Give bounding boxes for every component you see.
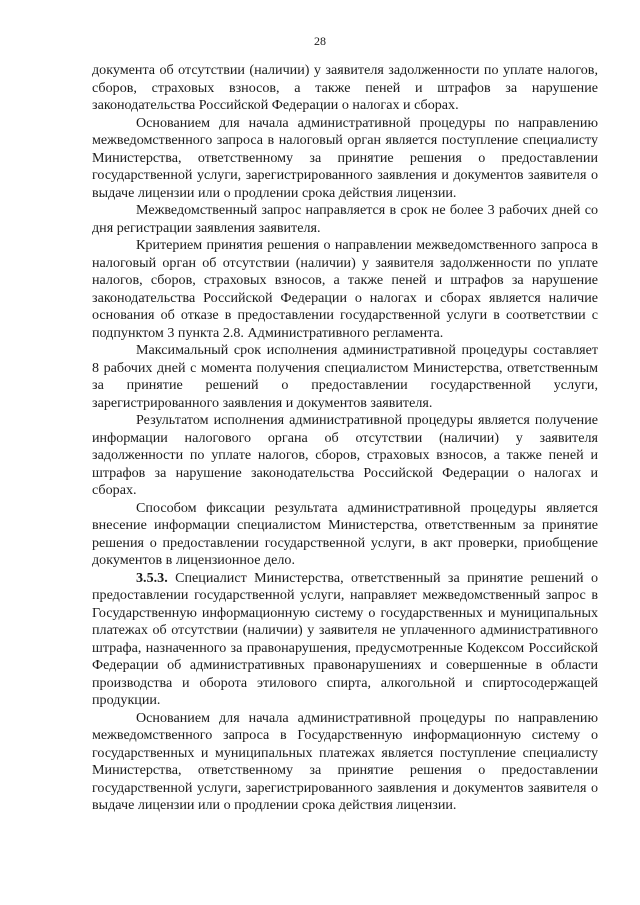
paragraph-basis-gis-request: Основанием для начала административной процедуры по направлению межведомственного запроса в Государственную информационную систему о государственных и муниципальных платежах является поступление специалисту Министерства, ответственному за принятие решения о предоставлении государственной услуги, зарегистрированного заявления и документов заявителя о выдаче лицензии или о продлении срока действия лицензии. [92,709,598,813]
paragraph-decision-criterion: Критерием принятия решения о направлении межведомственного запроса в налоговый орган об отсутствии (наличии) у заявителя задолженности по уплате налогов, сборов, страховых взносов, а также пеней и штрафов за нарушение законодательства Российской Федерации о налогах и сборах является наличие основания об отказе в предоставлении государственной услуги в соответствии с подпунктом 3 пункта 2.8. Административного регламента. [92,237,598,341]
paragraph-basis-tax-request: Основанием для начала административной процедуры по направлению межведомственного запроса в налоговый орган является поступление специалисту Министерства, ответственному за принятие решения о предоставлении государственной услуги, зарегистрированного заявления и документов заявителя о выдаче лицензии или о продлении срока действия лицензии. [92,114,598,201]
section-text: Специалист Министерства, ответственный за принятие решений о предоставлении государственной услуги, направляет межведомственный запрос в Государственную информационную систему о государственных и муниципальных платежах об отсутствии (наличии) у заявителя не уплаченного административного штрафа, назначенного за правонарушения, предусмотренные Кодексом Российской Федерации об административных правонарушениях и совершенные в области производства и оборота этилового спирта, алкогольной и спиртосодержащей продукции. [92,569,598,708]
paragraph-request-deadline: Межведомственный запрос направляется в срок не более 3 рабочих дней со дня регистрации заявления заявителя. [92,202,598,236]
page-number: 28 [314,34,326,48]
paragraph-section-3-5-3 [92,570,598,710]
paragraph-continuation: документа об отсутствии (наличии) у заявителя задолженности по уплате налогов, сборов, страховых взносов, а также пеней и штрафов за нарушение законодательства Российской Федерации о налогах и сборах. [92,62,598,113]
section-number: 3.5.3. [136,569,168,586]
paragraph-result-recording: Способом фиксации результата административной процедуры является внесение информации специалистом Министерства, ответственным за принятие решения о предоставлении государственной услуги, в акт проверки, приобщение документов в лицензионное дело. [92,499,598,568]
paragraph-max-duration: Максимальный срок исполнения административной процедуры составляет 8 рабочих дней с момента получения специалистом Министерства, ответственным за принятие решений о предоставлении государственной услуги, зарегистрированного заявления и документов заявителя. [92,342,598,411]
paragraph-procedure-result: Результатом исполнения административной процедуры является получение информации налогового органа об отсутствии (наличии) у заявителя задолженности по уплате налогов, сборов, страховых взносов, а также пеней и штрафов за нарушение законодательства Российской Федерации о налогах и сборах. [92,412,598,498]
document-body [92,62,598,815]
